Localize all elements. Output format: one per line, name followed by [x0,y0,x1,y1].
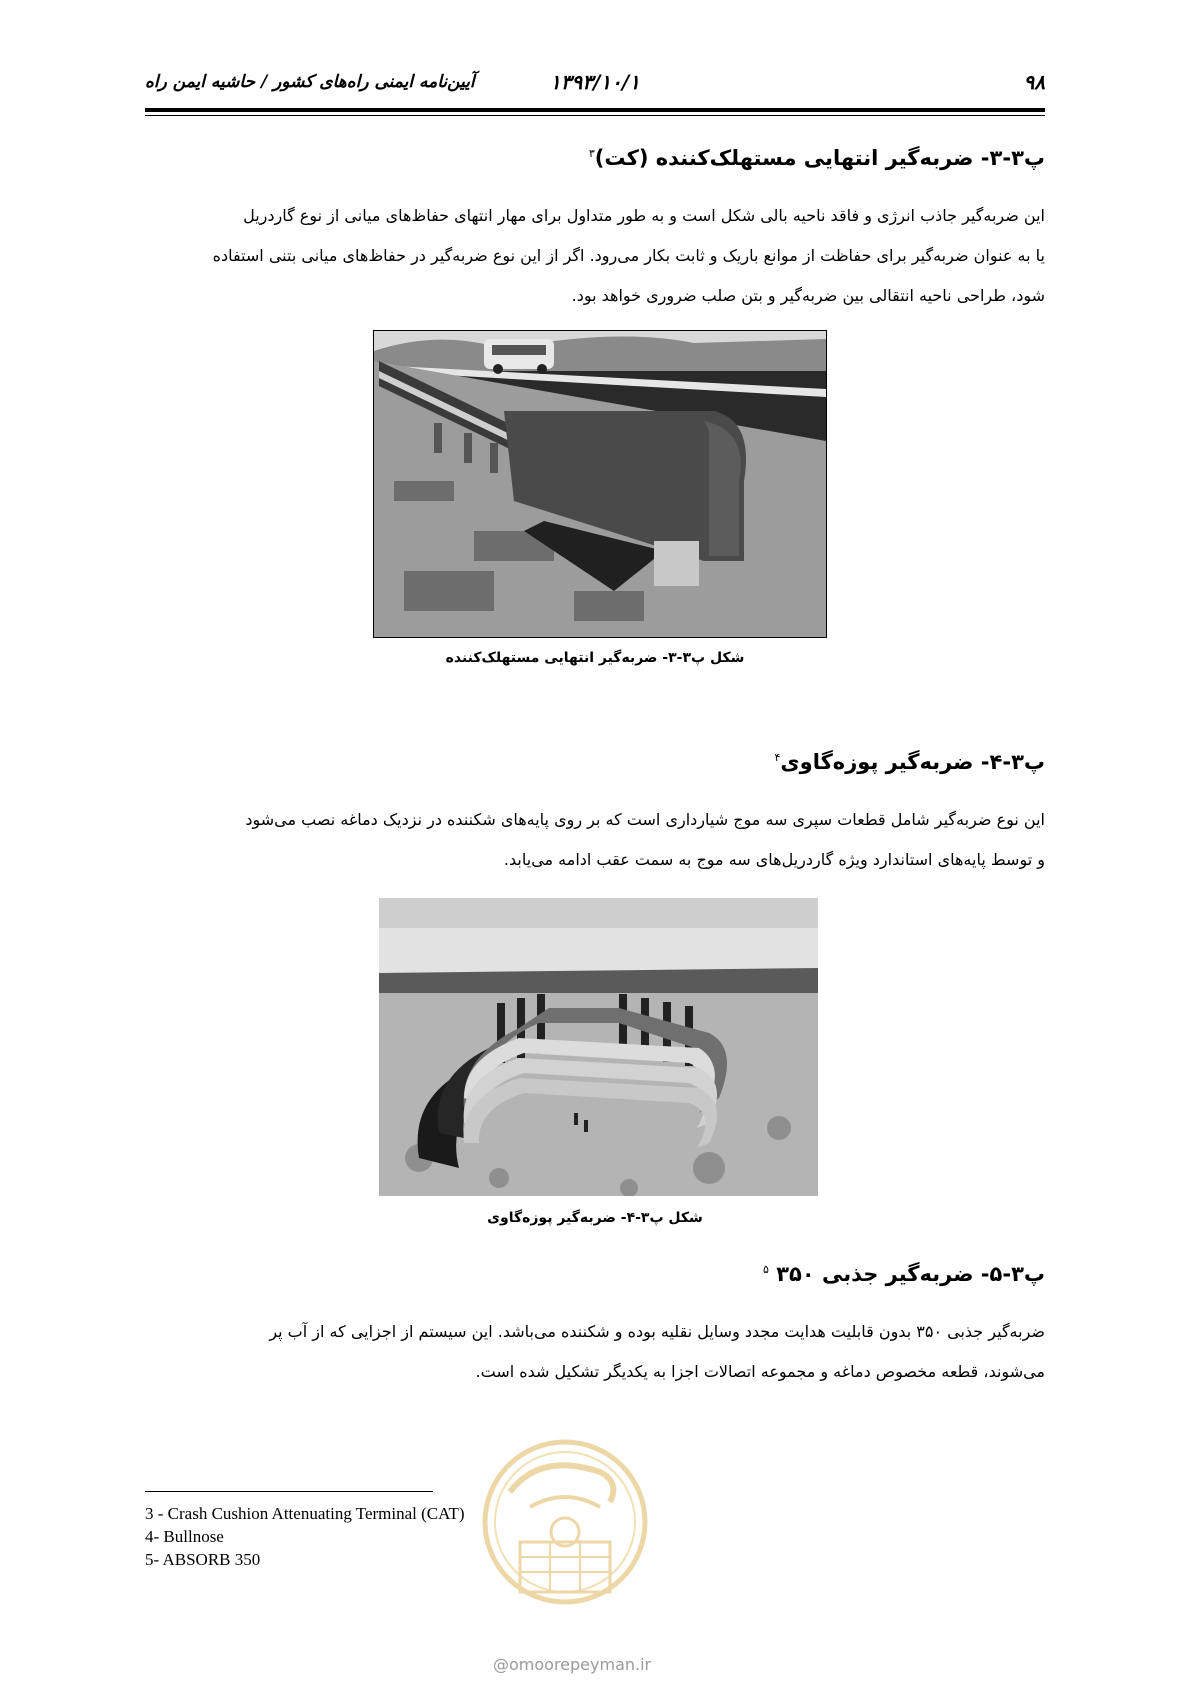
page-header [145,66,1045,106]
header-rule-thin [145,115,1045,116]
section-title-3-4 [145,750,1045,774]
footnote-3: 3 - Crash Cushion Attenuating Terminal (CAT) [145,1504,465,1523]
watermark-site-text: omoorepeyman.ir [509,1655,652,1674]
figure-bullnose-photo [379,898,818,1196]
bullnose-illustration [379,898,818,1196]
paragraph-line: ضربه‌گیر جذبی ۳۵۰ بدون قابلیت هدایت مجدد وسایل نقلیه بوده و شکننده می‌باشد. این سیستم از اجزایی که از آب پر [269,1322,1045,1341]
book-title: آیین‌نامه ایمنی راه‌های کشور / حاشیه ایمن راه [145,72,475,92]
section-title-3-5 [145,1262,1045,1286]
watermark-site: @omoorepeyman.ir [493,1655,652,1674]
paragraph-line: شود، طراحی ناحیه انتقالی بین ضربه‌گیر و بتن صلب ضروری خواهد بود. [571,286,1045,305]
paragraph-line: و توسط پایه‌های استاندارد ویژه گاردریل‌های سه موج به سمت عقب ادامه می‌یابد. [503,850,1045,869]
footnote-separator [145,1491,433,1492]
paragraph-line: می‌شوند، قطعه مخصوص دماغه و مجموعه اتصالات اجزا به یکدیگر تشکیل شده است. [475,1362,1045,1381]
paragraph-3-5 [145,1312,1045,1392]
section-title-3-3 [145,146,1045,170]
header-rule-thick [145,108,1045,112]
header-date: ۱۳۹۳/۱۰/۱ [550,70,640,94]
watermark-logo [480,1432,650,1612]
footnote-ref: ۴ [774,751,781,764]
cat-terminal-illustration [374,331,826,637]
figure-caption-3-3: شکل پ۳-۳- ضربه‌گیر انتهایی مستهلک‌کننده [445,650,745,666]
figure-caption-3-4: شکل پ۳-۴- ضربه‌گیر پوزه‌گاوی [487,1210,703,1226]
footnotes [145,1502,465,1571]
paragraph-3-4 [145,800,1045,880]
paragraph-line: این نوع ضربه‌گیر شامل قطعات سپری سه موج شیارداری است که بر روی پایه‌های شکننده در نزدیک دماغه نصب می‌شود [245,810,1045,829]
footnote-ref: ۳ [588,147,595,160]
figure-cat-terminal-photo [373,330,827,638]
footnote-ref: ۵ [762,1263,769,1276]
section-title-text: پ۳-۴- ضربه‌گیر پوزه‌گاوی [780,750,1045,774]
page-number: ۹۸ [1023,70,1045,94]
section-title-text: پ۳-۳- ضربه‌گیر انتهایی مستهلک‌کننده (کت) [594,146,1045,170]
paragraph-line: یا به عنوان ضربه‌گیر برای حفاظت از موانع باریک و ثابت بکار می‌رود. اگر از این نوع ضربه‌گیر در حفاظ‌های میانی بتنی استفاده [212,246,1045,265]
seal-icon [480,1432,650,1612]
paragraph-3-3 [145,196,1045,316]
section-title-text: پ۳-۵- ضربه‌گیر جذبی ۳۵۰ [776,1262,1045,1286]
footnote-5: 5- ABSORB 350 [145,1550,261,1569]
paragraph-line: این ضربه‌گیر جاذب انرژی و فاقد ناحیه بالی شکل است و به طور متداول برای مهار انتهای حفاظ‌های میانی از نوع گاردریل [243,206,1045,225]
footnote-4: 4- Bullnose [145,1527,224,1546]
